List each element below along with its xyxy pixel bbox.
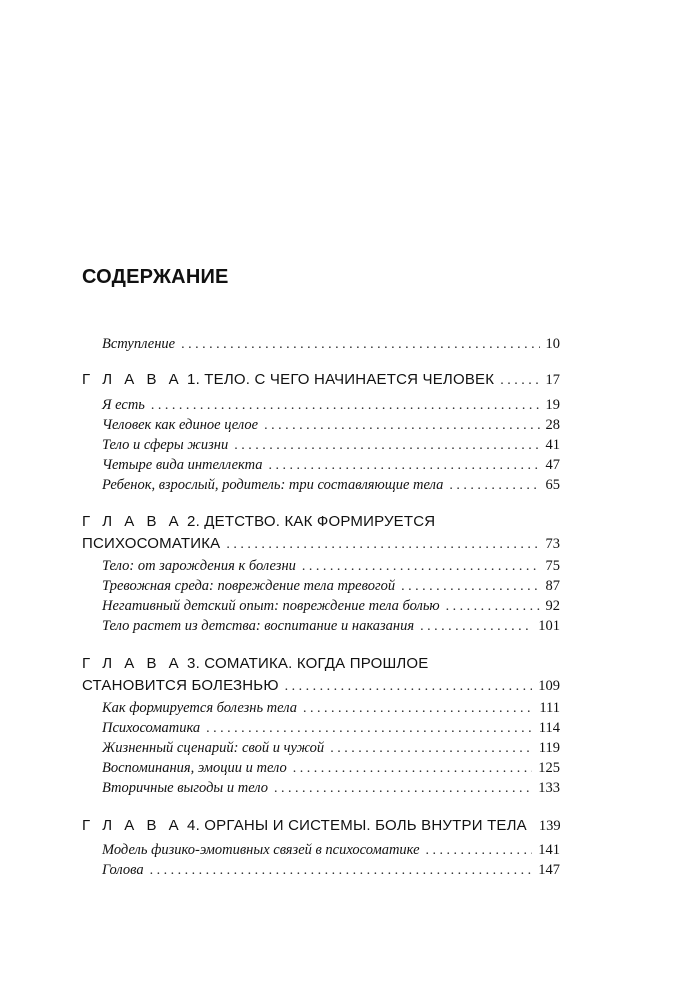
toc-page-number: 28	[545, 417, 560, 433]
toc-page-number: 87	[545, 578, 560, 594]
toc-entry[interactable]	[102, 437, 560, 457]
toc-entry[interactable]	[102, 780, 560, 800]
toc-page-number: 147	[538, 862, 560, 878]
toc-page-number: 139	[538, 818, 561, 834]
chapter-prefix: Г Л А В А	[82, 513, 183, 530]
toc-page-number: 114	[538, 720, 560, 736]
toc-chapter-3[interactable]	[82, 677, 560, 695]
toc-entry[interactable]	[102, 842, 560, 862]
leader-dots	[181, 337, 539, 353]
leader-dots	[303, 701, 533, 717]
toc-entry[interactable]	[102, 417, 560, 437]
toc-chapter-2[interactable]	[82, 535, 560, 553]
toc-page-number: 10	[545, 336, 560, 352]
toc-entry-label: Как формируется болезнь тела	[102, 700, 297, 716]
leader-dots	[302, 559, 540, 575]
toc-entry-label: Человек как единое целое	[102, 417, 259, 433]
toc-entry[interactable]	[102, 457, 560, 477]
toc-entry[interactable]	[102, 578, 560, 598]
toc-chapter-1[interactable]	[82, 371, 560, 389]
toc-entry-label: Вторичные выгоды и тело	[102, 780, 269, 796]
leader-dots	[330, 741, 533, 757]
chapter-title-line2: СТАНОВИТСЯ БОЛЕЗНЬЮ	[82, 677, 279, 694]
leader-dots	[449, 478, 539, 494]
toc-entry[interactable]	[102, 760, 560, 780]
toc-chapter-4[interactable]	[82, 817, 560, 835]
leader-dots	[401, 579, 539, 595]
leader-dots	[420, 619, 532, 635]
toc-entry-label: Четыре вида интеллекта	[102, 457, 263, 473]
chapter-2-title-line1[interactable]	[82, 513, 435, 530]
chapter-title-line1: 4. ОРГАНЫ И СИСТЕМЫ. БОЛЬ ВНУТРИ ТЕЛА	[187, 817, 527, 834]
leader-dots	[285, 679, 533, 695]
toc-page-number: 101	[538, 618, 560, 634]
toc-entry-label: Тревожная среда: повреждение тела тревогой	[102, 578, 396, 594]
leader-dots	[269, 458, 540, 474]
toc-entry[interactable]	[102, 862, 560, 882]
toc-entry-label: Тело растет из детства: воспитание и наказания	[102, 618, 415, 634]
leader-dots	[151, 398, 540, 414]
toc-entry-intro[interactable]	[102, 336, 560, 356]
toc-entry[interactable]	[102, 618, 560, 638]
toc-page-number: 73	[545, 536, 560, 552]
toc-page-number: 41	[545, 437, 560, 453]
toc-entry[interactable]	[102, 397, 560, 417]
toc-entry-label: Вступление	[102, 336, 176, 352]
toc-entry-label: Негативный детский опыт: повреждение тела болью	[102, 598, 440, 614]
chapter-title-line2: ПСИХОСОМАТИКА	[82, 535, 221, 552]
toc-entry-label: Воспоминания, эмоции и тело	[102, 760, 287, 776]
chapter-title	[82, 371, 494, 388]
toc-entry-label: Ребенок, взрослый, родитель: три составляющие тела	[102, 477, 444, 493]
toc-entry[interactable]	[102, 477, 560, 497]
toc-page-number: 125	[538, 760, 560, 776]
toc-page-number: 65	[545, 477, 560, 493]
chapter-title-line1: 1. ТЕЛО. С ЧЕГО НАЧИНАЕТСЯ ЧЕЛОВЕК	[187, 371, 495, 388]
toc-entry[interactable]	[102, 598, 560, 618]
toc-entry-label: Жизненный сценарий: свой и чужой	[102, 740, 325, 756]
toc-page-number: 17	[545, 372, 560, 388]
toc-entry-label: Тело и сферы жизни	[102, 437, 229, 453]
leader-dots	[206, 721, 533, 737]
toc-page-number: 19	[545, 397, 560, 413]
page-title: СОДЕРЖАНИЕ	[82, 266, 229, 288]
chapter-prefix: Г Л А В А	[82, 655, 183, 672]
toc-entry[interactable]	[102, 700, 560, 720]
toc-entry-label: Психосоматика	[102, 720, 201, 736]
chapter-title-line1: 2. ДЕТСТВО. КАК ФОРМИРУЕТСЯ	[187, 513, 436, 530]
toc-page-number: 92	[545, 598, 560, 614]
leader-dots	[500, 373, 539, 389]
chapter-prefix: Г Л А В А	[82, 371, 183, 388]
leader-dots	[226, 537, 539, 553]
toc-entry-label: Я есть	[102, 397, 145, 413]
chapter-title	[82, 817, 527, 834]
toc-page-number: 111	[539, 700, 560, 716]
toc-entry-label: Тело: от зарождения к болезни	[102, 558, 296, 574]
toc-page-number: 133	[538, 780, 560, 796]
leader-dots	[150, 863, 533, 879]
leader-dots	[446, 599, 540, 615]
leader-dots	[293, 761, 532, 777]
toc-entry-label: Голова	[102, 862, 144, 878]
chapter-title-line1: 3. СОМАТИКА. КОГДА ПРОШЛОЕ	[187, 655, 429, 672]
toc-entry[interactable]	[102, 720, 560, 740]
chapter-prefix: Г Л А В А	[82, 817, 183, 834]
toc-page-number: 109	[538, 678, 560, 694]
chapter-3-title-line1[interactable]	[82, 655, 429, 672]
toc-entry[interactable]	[102, 558, 560, 578]
toc-page-number: 119	[538, 740, 560, 756]
leader-dots	[264, 418, 539, 434]
toc-page-number: 47	[545, 457, 560, 473]
leader-dots	[426, 843, 533, 859]
leader-dots	[274, 781, 532, 797]
leader-dots	[234, 438, 539, 454]
toc-entry-label: Модель физико-эмотивных связей в психосоматике	[102, 842, 420, 858]
toc-page-number: 141	[538, 842, 560, 858]
toc-page-number: 75	[545, 558, 560, 574]
toc-entry[interactable]	[102, 740, 560, 760]
